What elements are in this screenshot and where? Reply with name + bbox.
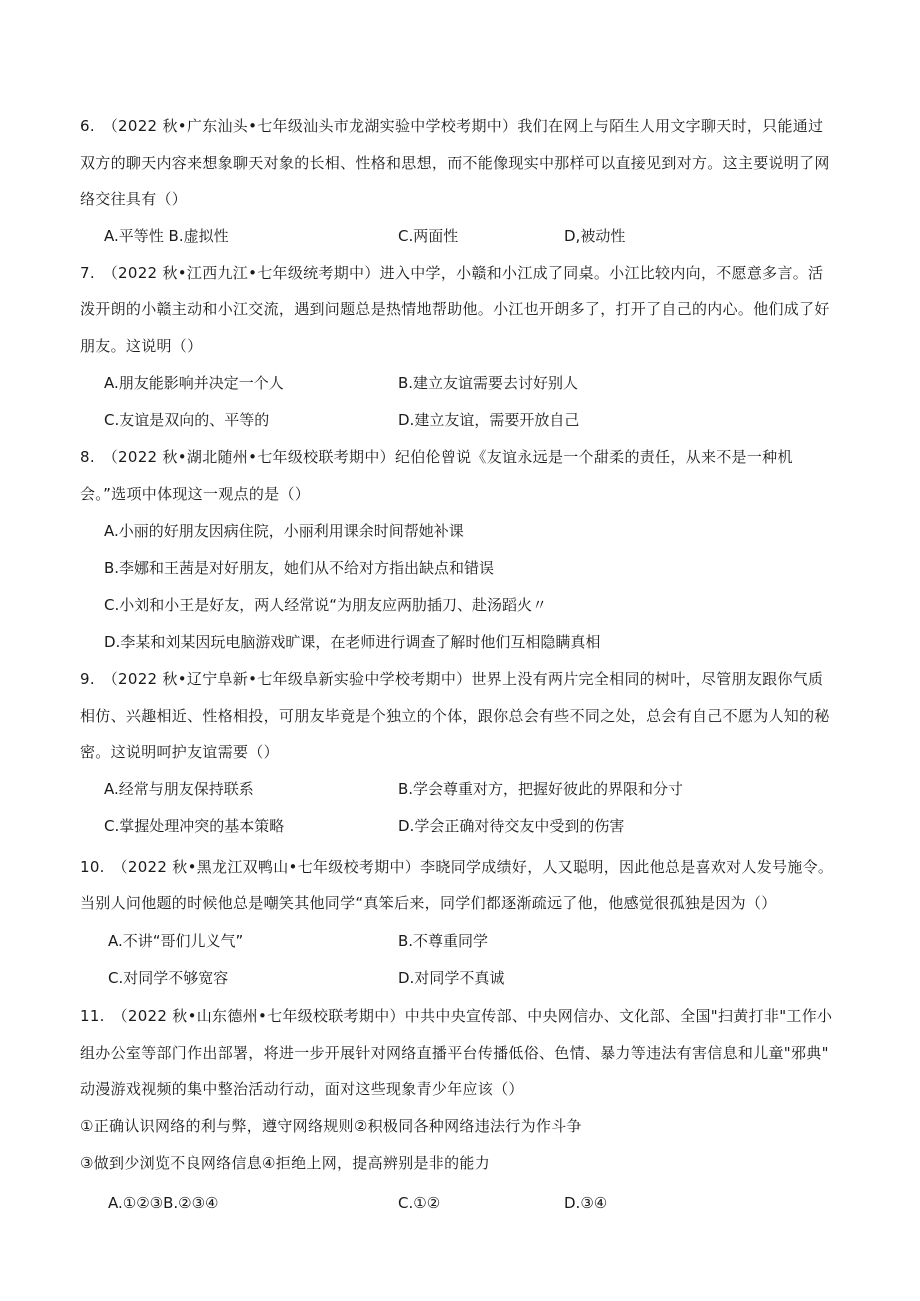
question-11-line-2: 组办公室等部门作出部署，将进一步开展针对网络直播平台传播低俗、色情、暴力等违法有害信息和儿童"邪典" bbox=[80, 1044, 829, 1062]
question-9-option-c: C.掌握处理冲突的基本策略 bbox=[104, 817, 285, 835]
question-11-option-d: D.③④ bbox=[564, 1194, 608, 1212]
question-7-option-c: C.友谊是双向的、平等的 bbox=[104, 411, 270, 429]
question-11-statement-1: ①正确认识网络的利与弊，遵守网络规则②积极同各种网络违法行为作斗争 bbox=[80, 1117, 582, 1135]
question-8-line-1: 8. （2022 秋•湖北随州•七年级校联考期中）纪伯伦曾说《友谊永远是一个甜柔的责任，从来不是一种机 bbox=[80, 448, 793, 466]
question-10-option-a: A.不讲“哥们儿义气” bbox=[108, 932, 244, 950]
question-8-line-2: 会。”选项中体现这一观点的是（） bbox=[80, 485, 311, 503]
question-9-line-1: 9. （2022 秋•辽宁阜新•七年级阜新实验中学校考期中）世界上没有两片完全相同的树叶，尽管朋友跟你气质 bbox=[80, 670, 824, 688]
question-7-line-2: 泼开朗的小赣主动和小江交流，遇到问题总是热情地帮助他。小江也开朗多了，打开了自己的内心。他们成了好 bbox=[80, 300, 830, 318]
question-9-option-d: D.学会正确对待交友中受到的伤害 bbox=[398, 817, 625, 835]
question-7-line-1: 7. （2022 秋•江西九江•七年级统考期中）进入中学，小赣和小江成了同桌。小江比较内向，不愿意多言。活 bbox=[80, 264, 824, 282]
question-11-option-c: C.①② bbox=[398, 1194, 441, 1212]
question-10-line-2: 当别人问他题的时候他总是嘲笑其他同学“真笨后来，同学们都逐渐疏远了他，他感觉很孤独是因为（） bbox=[80, 894, 777, 912]
question-11-option-ab: A.①②③B.②③④ bbox=[108, 1194, 219, 1212]
question-6-option-ab: A.平等性 B.虚拟性 bbox=[104, 227, 229, 245]
question-10-line-1: 10. （2022 秋•黑龙江双鸭山•七年级校考期中）李晓同学成绩好，人又聪明，因此他总是喜欢对人发号施令。 bbox=[80, 858, 834, 876]
question-6-line-1: 6. （2022 秋•广东汕头•七年级汕头市龙湖实验中学校考期中）我们在网上与陌生人用文字聊天时，只能通过 bbox=[80, 117, 824, 135]
question-10-option-b: B.不尊重同学 bbox=[398, 932, 489, 950]
question-9-line-2: 相仿、兴趣相近、性格相投，可朋友毕竟是个独立的个体，跟你总会有些不同之处，总会有自己不愿为人知的秘 bbox=[80, 707, 830, 725]
question-11-line-3: 动漫游戏视频的集中整治活动行动，面对这些现象青少年应该（） bbox=[80, 1080, 524, 1098]
question-6-line-2: 双方的聊天内容来想象聊天对象的长相、性格和思想，而不能像现实中那样可以直接见到对方。这主要说明了网 bbox=[80, 154, 830, 172]
question-8-option-d: D.李某和刘某因玩电脑游戏旷课，在老师进行调查了解时他们互相隐瞒真相 bbox=[104, 633, 601, 651]
question-6-option-d: D,被动性 bbox=[564, 227, 626, 245]
question-10-option-d: D.对同学不真诚 bbox=[398, 969, 505, 987]
question-7-option-d: D.建立友谊，需要开放自己 bbox=[398, 411, 580, 429]
question-6-line-3: 络交往具有（） bbox=[80, 190, 188, 208]
question-8-option-a: A.小丽的好朋友因病住院，小丽利用课余时间帮她补课 bbox=[104, 522, 464, 540]
question-9-option-a: A.经常与朋友保持联系 bbox=[104, 780, 254, 798]
question-9-option-b: B.学会尊重对方，把握好彼此的界限和分寸 bbox=[398, 780, 684, 798]
question-11-line-1: 11. （2022 秋•山东德州•七年级校联考期中）中共中央宣传部、中央网信办、文化部、全国"扫黄打非"工作小 bbox=[80, 1007, 833, 1025]
question-9-line-3: 密。这说明呵护友谊需要（） bbox=[80, 743, 279, 761]
question-7-option-b: B.建立友谊需要去讨好别人 bbox=[398, 374, 579, 392]
question-11-statement-2: ③做到少浏览不良网络信息④拒绝上网，提高辨别是非的能力 bbox=[80, 1154, 490, 1172]
question-8-option-c: C.小刘和小王是好友，两人经常说“为朋友应两肋插刀、赴汤蹈火〃 bbox=[104, 596, 548, 614]
question-8-option-b: B.李娜和王茜是对好朋友，她们从不给对方指出缺点和错误 bbox=[104, 559, 495, 577]
question-7-line-3: 朋友。这说明（） bbox=[80, 337, 203, 355]
question-10-option-c: C.对同学不够宽容 bbox=[108, 969, 229, 987]
question-7-option-a: A.朋友能影响并决定一个人 bbox=[104, 374, 284, 392]
question-6-option-c: C.两面性 bbox=[398, 227, 459, 245]
